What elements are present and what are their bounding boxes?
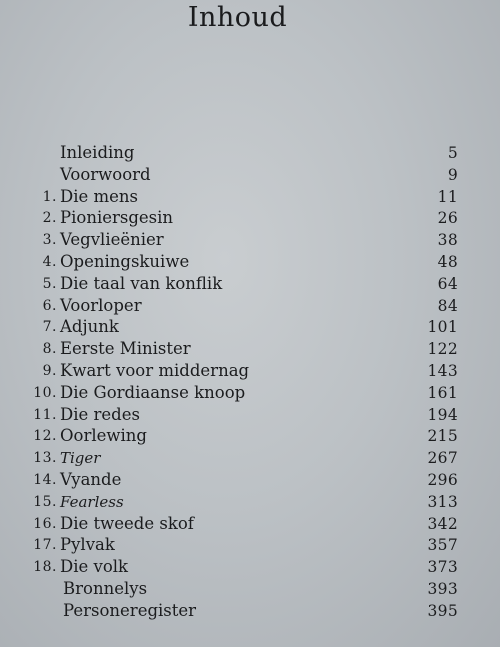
chapter-title: Eerste Minister xyxy=(60,339,191,359)
chapter-title: Vyande xyxy=(60,470,122,489)
chapter-title: Die volk xyxy=(60,557,129,577)
chapter-number: 16. xyxy=(33,515,57,532)
chapter-title: Pylvak xyxy=(60,535,115,555)
chapter-number: 12. xyxy=(33,428,57,445)
toc-entry xyxy=(0,578,500,600)
chapter-title: Voorloper xyxy=(60,295,142,315)
page-number: 373 xyxy=(427,558,458,577)
chapter-number: 14. xyxy=(33,472,57,488)
page-number: 64 xyxy=(437,274,458,293)
toc-entry xyxy=(0,382,500,404)
toc-entry xyxy=(0,513,500,535)
page-number: 9 xyxy=(447,165,458,184)
toc-entry xyxy=(0,207,500,229)
toc-entry xyxy=(0,404,500,426)
chapter-number: 6. xyxy=(42,297,57,314)
toc-entry xyxy=(0,186,500,208)
toc-entry xyxy=(0,164,500,186)
toc-entry xyxy=(0,142,500,164)
toc-entry xyxy=(0,425,500,447)
chapter-number: 15. xyxy=(33,493,57,510)
toc-entry xyxy=(0,491,500,513)
toc-entry xyxy=(0,295,500,317)
chapter-number: 13. xyxy=(33,450,57,467)
chapter-number: 4. xyxy=(42,254,57,270)
page-number: 161 xyxy=(427,383,458,402)
toc-entry xyxy=(0,469,500,491)
chapter-title: Adjunk xyxy=(60,317,119,337)
chapter-number: 3. xyxy=(42,232,57,249)
chapter-title: Die mens xyxy=(60,186,139,206)
page-number: 357 xyxy=(427,536,458,555)
chapter-number: 18. xyxy=(33,559,57,576)
page-number: 395 xyxy=(427,601,458,620)
chapter-title: Die Gordiaanse knoop xyxy=(60,382,246,402)
chapter-number: 1. xyxy=(42,188,57,205)
chapter-title: Oorlewing xyxy=(60,426,147,446)
chapter-number: 5. xyxy=(42,275,57,292)
page-number: 296 xyxy=(427,471,458,489)
page-number: 194 xyxy=(427,405,458,424)
chapter-number: 2. xyxy=(42,210,57,227)
chapter-number: 11. xyxy=(33,406,57,423)
chapter-title: Die taal van konflik xyxy=(60,273,223,293)
page-number: 101 xyxy=(427,318,458,337)
page-number: 11 xyxy=(437,187,458,206)
chapter-number: 9. xyxy=(42,363,57,379)
chapter-title: Inleiding xyxy=(60,143,135,162)
chapter-title: Kwart voor middernag xyxy=(60,361,250,380)
toc-entry xyxy=(0,447,500,469)
chapter-title: Personeregister xyxy=(63,600,197,620)
chapter-title: Die redes xyxy=(60,404,140,424)
page-number: 342 xyxy=(427,514,458,533)
page-number: 26 xyxy=(437,209,458,228)
page-number: 5 xyxy=(447,144,458,162)
toc-entry xyxy=(0,360,500,382)
chapter-title: Pioniersgesin xyxy=(60,208,174,228)
toc-entry xyxy=(0,338,500,360)
page-number: 215 xyxy=(427,427,458,446)
toc-entry xyxy=(0,534,500,556)
page-number: 143 xyxy=(427,362,458,380)
toc-entry xyxy=(0,316,500,338)
toc-entry xyxy=(0,251,500,273)
chapter-number: 7. xyxy=(42,319,57,336)
chapter-number: 17. xyxy=(33,537,57,554)
toc-entry xyxy=(0,600,500,622)
page-title: Inhoud xyxy=(187,2,288,33)
chapter-title: Vegvlieënier xyxy=(60,230,164,250)
chapter-title: Bronnelys xyxy=(63,579,148,598)
chapter-title: Tiger xyxy=(60,449,101,468)
toc-entry xyxy=(0,273,500,295)
chapter-title: Openingskuiwe xyxy=(60,252,190,271)
toc-entry xyxy=(0,229,500,251)
page-number: 267 xyxy=(427,449,458,468)
page-number: 84 xyxy=(437,296,458,315)
chapter-title: Voorwoord xyxy=(60,164,151,184)
page-number: 313 xyxy=(427,492,458,511)
page-number: 122 xyxy=(427,340,458,359)
chapter-title: Fearless xyxy=(60,492,124,511)
chapter-title: Die tweede skof xyxy=(60,513,194,533)
toc-entry xyxy=(0,556,500,578)
chapter-number: 10. xyxy=(33,384,57,401)
page-number: 393 xyxy=(427,580,458,598)
page-number: 38 xyxy=(437,231,458,250)
page-number: 48 xyxy=(437,253,458,271)
chapter-number: 8. xyxy=(42,341,57,358)
